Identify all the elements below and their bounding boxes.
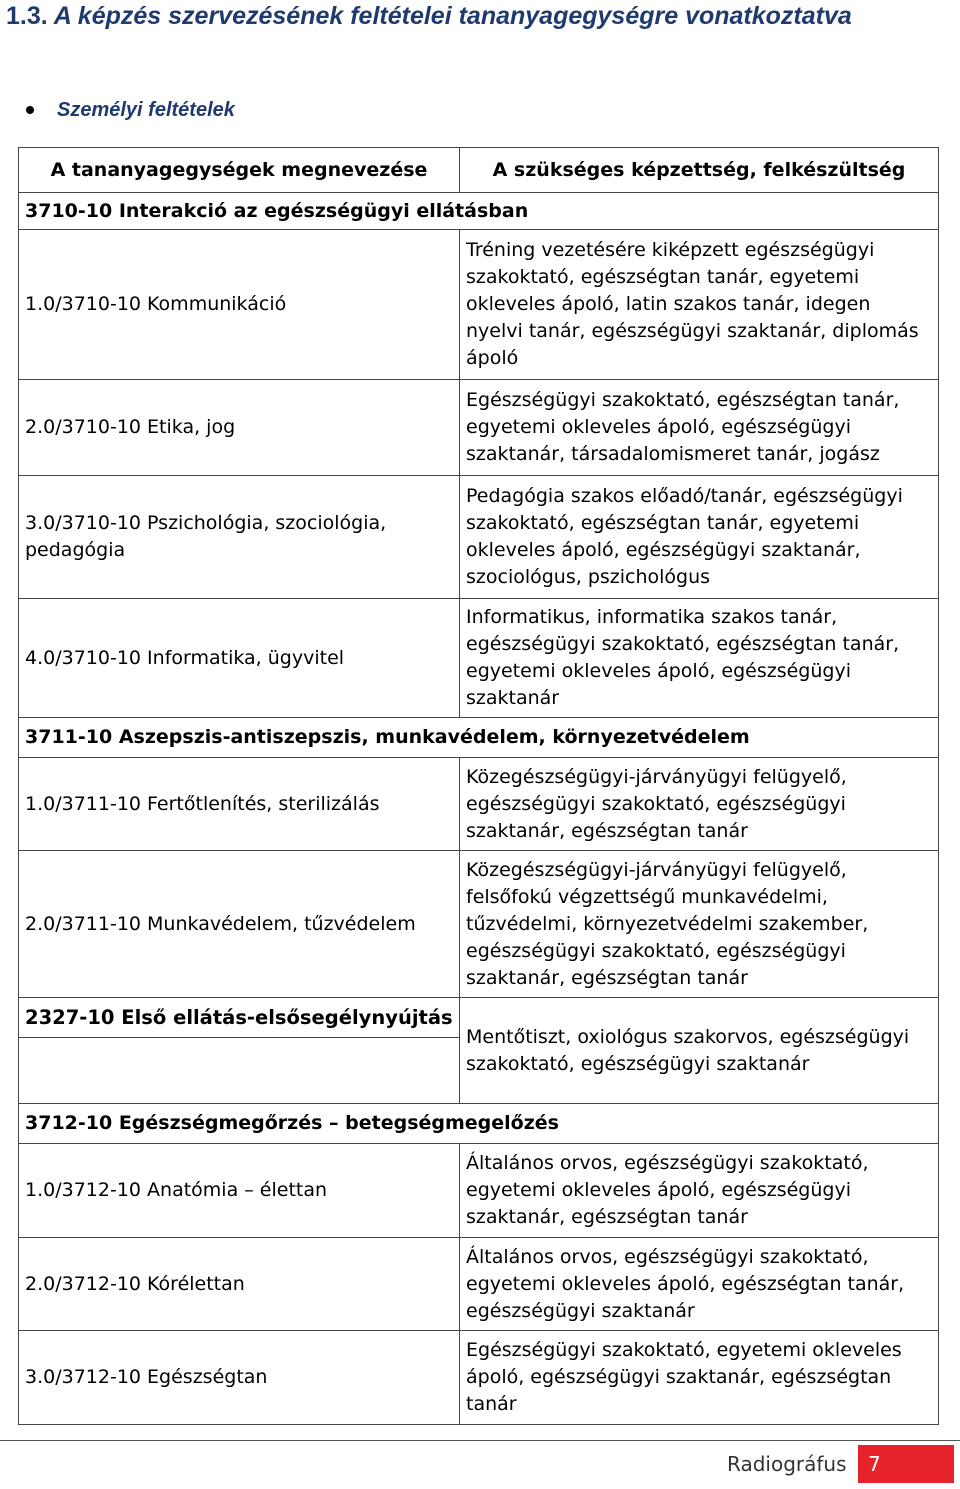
requirements-table <box>18 147 939 1425</box>
table-row <box>19 758 939 851</box>
table-row <box>19 1238 939 1331</box>
module-row <box>19 193 939 230</box>
unit-name: 1.0/3710-10 Kommunikáció <box>19 230 460 380</box>
module-title: 3711-10 Aszepszis-antiszepszis, munkavédelem, környezetvédelem <box>19 718 939 758</box>
footer-label: Radiográfus <box>727 1452 847 1476</box>
empty-cell <box>19 1038 460 1104</box>
module-title: 3710-10 Interakció az egészségügyi ellátásban <box>19 193 939 230</box>
unit-requirement: Mentőtiszt, oxiológus szakorvos, egészségügyi szakoktató, egészségügyi szaktanár <box>460 998 939 1104</box>
unit-name: 2.0/3712-10 Kórélettan <box>19 1238 460 1331</box>
table-header-row <box>19 148 939 193</box>
table-row <box>19 476 939 599</box>
table-row <box>19 851 939 998</box>
module-row <box>19 1104 939 1144</box>
bullet-item <box>26 95 235 125</box>
unit-requirement: Közegészségügyi-járványügyi felügyelő, felsőfokú végzettségű munkavédelmi, tűzvédelmi, környezetvédelmi szakember, egészségügyi szakoktató, egészségügyi szaktanár, egészségtan tanár <box>460 851 939 998</box>
unit-name: 4.0/3710-10 Informatika, ügyvitel <box>19 599 460 718</box>
table-row <box>19 230 939 380</box>
section-title: A képzés szervezésének feltételei tananyagegységre vonatkoztatva <box>53 2 852 30</box>
header-qualifications: A szükséges képzettség, felkészültség <box>460 148 939 193</box>
unit-requirement: Egészségügyi szakoktató, egyetemi okleveles ápoló, egészségügyi szaktanár, egészségtan tanár <box>460 1331 939 1425</box>
unit-name: 1.0/3711-10 Fertőtlenítés, sterilizálás <box>19 758 460 851</box>
table-row <box>19 1331 939 1425</box>
unit-requirement: Informatikus, informatika szakos tanár, egészségügyi szakoktató, egészségtan tanár, egyetemi okleveles ápoló, egészségügyi szaktanár <box>460 599 939 718</box>
module-title: 2327-10 Első ellátás-elsősegélynyújtás <box>19 998 460 1038</box>
module-title: 3712-10 Egészségmegőrzés – betegségmegelőzés <box>19 1104 939 1144</box>
header-units: A tananyagegységek megnevezése <box>19 148 460 193</box>
section-heading <box>6 0 906 32</box>
unit-requirement: Általános orvos, egészségügyi szakoktató, egyetemi okleveles ápoló, egészségtan tanár, egészségügyi szaktanár <box>460 1238 939 1331</box>
bullet-text: Személyi feltételek <box>57 98 235 121</box>
table-row <box>19 1144 939 1238</box>
unit-name: 1.0/3712-10 Anatómia – élettan <box>19 1144 460 1238</box>
unit-name: 3.0/3710-10 Pszichológia, szociológia, pedagógia <box>19 476 460 599</box>
unit-name: 2.0/3710-10 Etika, jog <box>19 380 460 476</box>
section-number: 1.3. <box>6 2 48 30</box>
page-number: 7 <box>858 1445 954 1483</box>
module-row <box>19 998 939 1038</box>
unit-name: 3.0/3712-10 Egészségtan <box>19 1331 460 1425</box>
module-row <box>19 718 939 758</box>
unit-requirement: Pedagógia szakos előadó/tanár, egészségügyi szakoktató, egészségtan tanár, egyetemi okleveles ápoló, egészségügyi szaktanár, szociológus, pszichológus <box>460 476 939 599</box>
unit-name: 2.0/3711-10 Munkavédelem, tűzvédelem <box>19 851 460 998</box>
unit-requirement: Tréning vezetésére kiképzett egészségügyi szakoktató, egészségtan tanár, egyetemi okleveles ápoló, latin szakos tanár, idegen nyelvi tanár, egészségügyi szaktanár, diplomás ápoló <box>460 230 939 380</box>
table-row <box>19 599 939 718</box>
footer-divider <box>0 1440 960 1441</box>
bullet-icon <box>26 106 34 114</box>
unit-requirement: Általános orvos, egészségügyi szakoktató, egyetemi okleveles ápoló, egészségügyi szaktanár, egészségtan tanár <box>460 1144 939 1238</box>
table-row <box>19 380 939 476</box>
unit-requirement: Közegészségügyi-járványügyi felügyelő, egészségügyi szakoktató, egészségügyi szaktanár, egészségtan tanár <box>460 758 939 851</box>
unit-requirement: Egészségügyi szakoktató, egészségtan tanár, egyetemi okleveles ápoló, egészségügyi szaktanár, társadalomismeret tanár, jogász <box>460 380 939 476</box>
